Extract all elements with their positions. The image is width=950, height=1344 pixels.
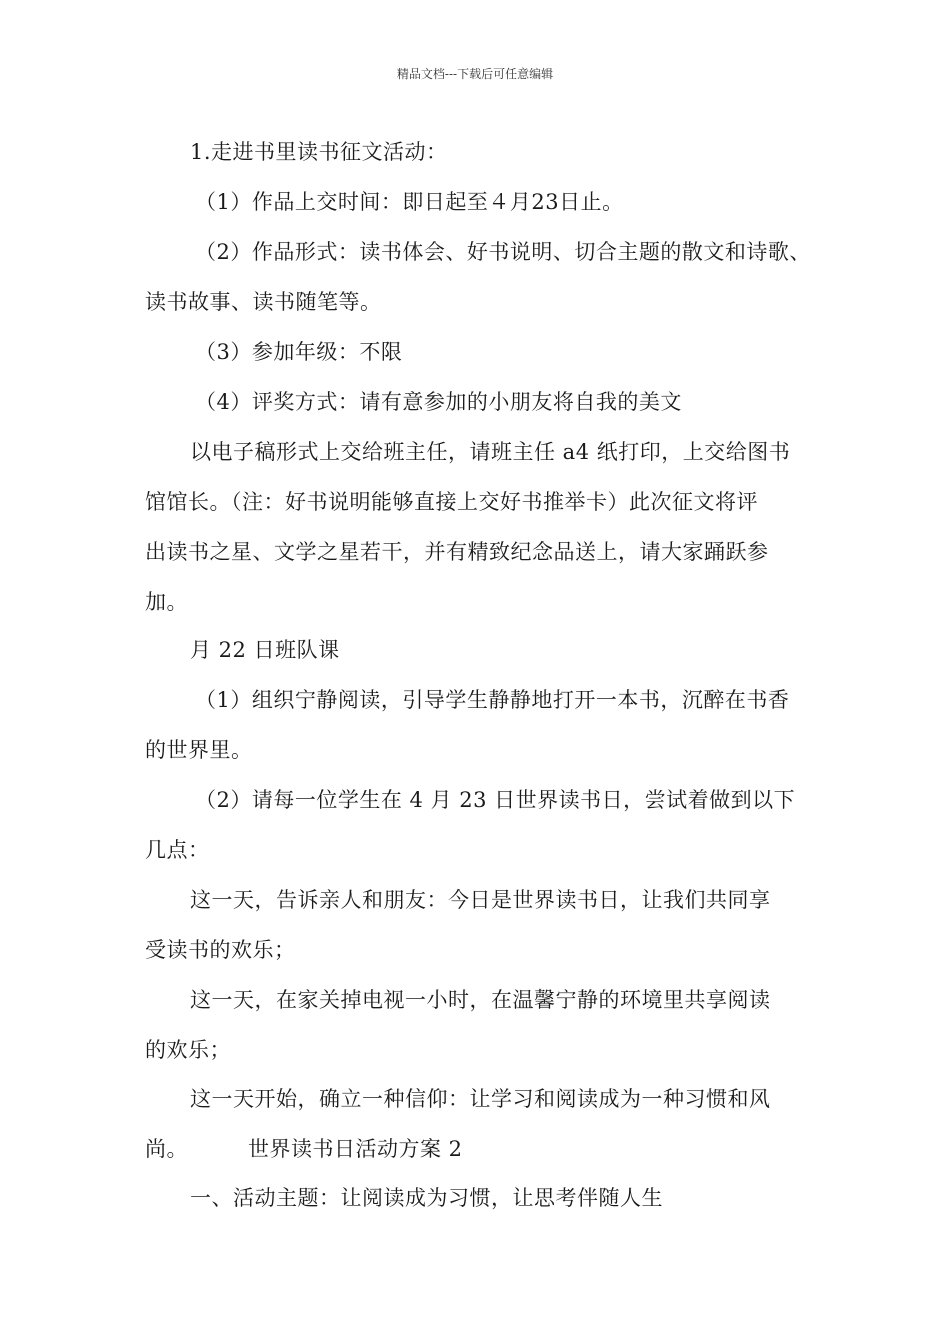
paragraph-line: 这一天，告诉亲人和朋友：今日是世界读书日，让我们共同享 — [190, 888, 771, 912]
paragraph-line: 出读书之星、文学之星若干，并有精致纪念品送上，请大家踊跃参 — [145, 540, 769, 564]
section-heading: 一、活动主题：让阅读成为习惯，让思考伴随人生 — [190, 1186, 663, 1210]
paragraph-line: 月 22 日班队课 — [190, 638, 340, 662]
page-header: 精品文档---下载后可任意编辑 — [396, 67, 554, 81]
paragraph-line: 读书故事、读书随笔等。 — [145, 290, 382, 314]
paragraph-line: （2）作品形式：读书体会、好书说明、切合主题的散文和诗歌、 — [195, 240, 811, 264]
paragraph-line: （2）请每一位学生在 4 月 23 日世界读书日，尝试着做到以下 — [195, 788, 796, 812]
section-heading: 1.走进书里读书征文活动： — [190, 140, 448, 164]
paragraph-line: 以电子稿形式上交给班主任，请班主任 a4 纸打印，上交给图书 — [190, 440, 791, 464]
paragraph-line: 这一天开始，确立一种信仰：让学习和阅读成为一种习惯和风 — [190, 1087, 771, 1111]
paragraph-line: （3）参加年级：不限 — [195, 340, 403, 364]
paragraph-line: 馆馆长。（注：好书说明能够直接上交好书推举卡）此次征文将评 — [145, 490, 758, 514]
paragraph-line: （4）评奖方式：请有意参加的小朋友将自我的美文 — [195, 390, 682, 414]
paragraph-line: （1）组织宁静阅读，引导学生静静地打开一本书，沉醉在书香 — [195, 688, 790, 712]
paragraph-line: 几点： — [145, 838, 210, 862]
section-title: 世界读书日活动方案 2 — [248, 1137, 463, 1161]
paragraph-line: 受读书的欢乐； — [145, 938, 296, 962]
paragraph-line: 加。 — [145, 590, 188, 614]
paragraph-line: 这一天，在家关掉电视一小时，在温馨宁静的环境里共享阅读 — [190, 988, 771, 1012]
paragraph-end-text: 尚。 — [145, 1137, 188, 1161]
paragraph-line: （1）作品上交时间：即日起至４月23日止。 — [195, 190, 624, 214]
paragraph-line: 的世界里。 — [145, 738, 253, 762]
paragraph-line: 的欢乐； — [145, 1038, 231, 1062]
paragraph-line — [145, 1135, 463, 1163]
